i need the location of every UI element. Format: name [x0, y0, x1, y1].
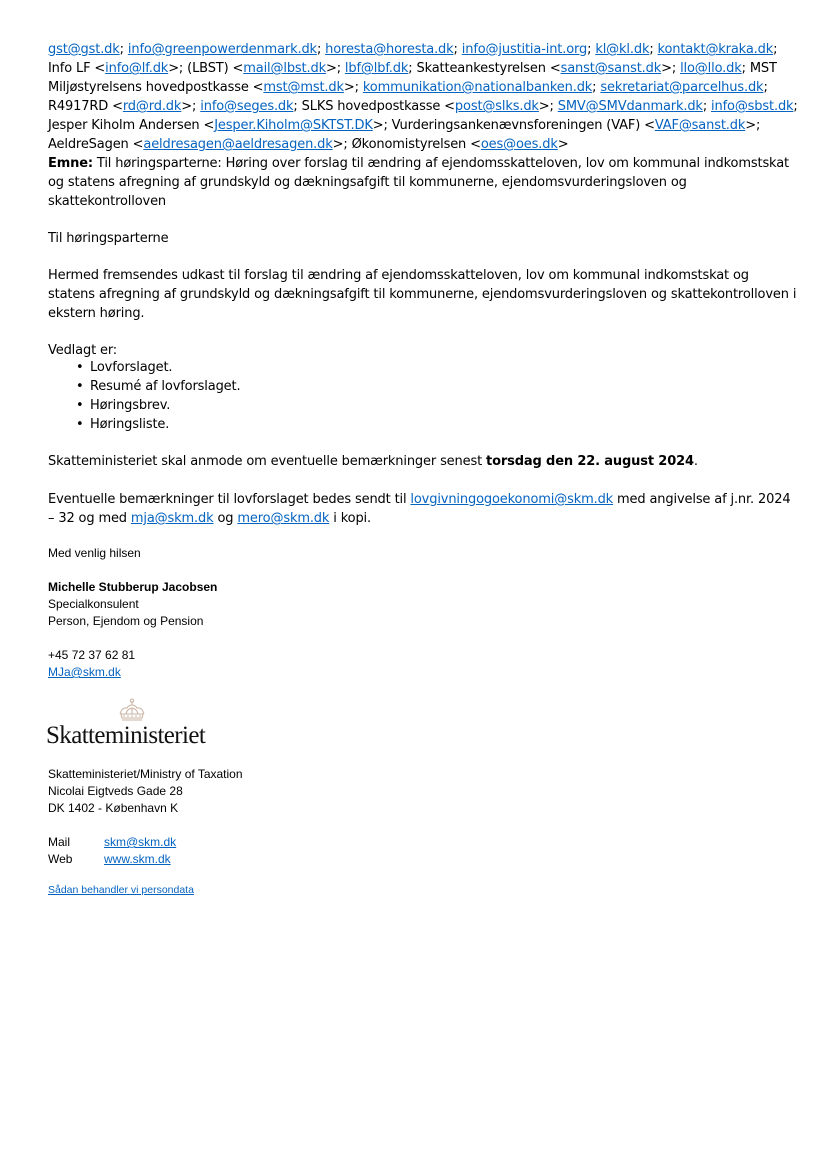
recipient-email-link[interactable]: aeldresagen@aeldresagen.dk [143, 137, 333, 152]
signer-email[interactable]: MJa@skm.dk [48, 665, 121, 679]
recipients-line-3 [48, 78, 768, 97]
org-mail-link[interactable]: skm@skm.dk [104, 835, 177, 849]
ministry-logo-text: Skatteministeriet [46, 722, 206, 749]
recipient-text: >; (LBST) < [168, 61, 244, 76]
closing: Med venlig hilsen [48, 546, 141, 560]
recipient-text: R4917RD < [48, 99, 123, 114]
recipient-text: ; SLKS hovedpostkasse < [293, 99, 455, 114]
recipient-text: >; [745, 118, 761, 133]
recipients-line-1 [48, 40, 777, 59]
signer-email-link[interactable] [48, 664, 121, 681]
attachment-item: • Høringsbrev. [76, 396, 240, 415]
recipient-email-link[interactable]: rd@rd.dk [122, 99, 182, 114]
org-street: Nicolai Eigtveds Gade 28 [48, 784, 183, 798]
web-label: Web [48, 852, 73, 866]
separator: ; [649, 42, 658, 57]
send-text: – 32 og med [48, 511, 131, 526]
recipients-line-2 [48, 59, 777, 78]
recipient-email-link[interactable]: lbf@lbf.dk [344, 61, 409, 76]
send-text: i kopi. [329, 511, 371, 526]
send-text: med angivelse af j.nr. 2024 [613, 492, 791, 507]
recipient-text: >; [181, 99, 201, 114]
recipient-text: >; [343, 80, 363, 95]
recipient-email-link[interactable]: sekretariat@parcelhus.dk [600, 80, 764, 95]
deadline-line [48, 452, 698, 471]
intro-line-2: statens afregning af grundskyld og dækningsafgift til kommunerne, ejendomsvurderingsloven og skattekontrolloven i [48, 287, 797, 302]
attachments-label: Vedlagt er: [48, 343, 118, 358]
signer-phone: +45 72 37 62 81 [48, 648, 136, 662]
recipient-text: Jesper Kiholm Andersen < [48, 118, 215, 133]
copy-email-link[interactable]: mero@skm.dk [237, 511, 330, 526]
recipient-email-link[interactable]: info@seges.dk [200, 99, 294, 114]
separator: ; [453, 42, 462, 57]
recipient-email-link[interactable]: horesta@horesta.dk [325, 42, 454, 57]
attachment-item: • Resumé af lovforslaget. [76, 377, 240, 396]
send-email-link[interactable]: lovgivningogoekonomi@skm.dk [410, 492, 614, 507]
recipient-text: AeldreSagen < [48, 137, 144, 152]
recipient-text: >; [325, 61, 345, 76]
recipient-text: >; Vurderingsankenævnsforeningen (VAF) < [372, 118, 655, 133]
intro-line-1: Hermed fremsendes udkast til forslag til ændring af ejendomsskatteloven, lov om kommunal indkomstskat og [48, 268, 749, 283]
recipient-text: ; Skatteankestyrelsen < [408, 61, 561, 76]
deadline-end: . [693, 454, 698, 469]
recipient-email-link[interactable]: kl@kl.dk [595, 42, 650, 57]
send-text: og [213, 511, 238, 526]
separator: ; [587, 42, 596, 57]
recipient-email-link[interactable]: VAF@sanst.dk [654, 118, 746, 133]
recipient-text: Miljøstyrelsens hovedpostkasse < [48, 80, 264, 95]
recipients-line-6 [48, 135, 569, 154]
recipient-email-link[interactable]: SMV@SMVdanmark.dk [557, 99, 703, 114]
recipient-email-link[interactable]: mst@mst.dk [263, 80, 344, 95]
recipient-text: ; [793, 99, 798, 114]
recipient-text: ; [763, 80, 768, 95]
separator: ; [316, 42, 326, 57]
recipients-line-4 [48, 97, 798, 116]
recipient-text: >; [661, 61, 681, 76]
signer-name: Michelle Stubberup Jacobsen [48, 580, 218, 594]
recipient-email-link[interactable]: gst@gst.dk [48, 42, 120, 57]
org-web-link[interactable]: www.skm.dk [104, 852, 171, 866]
separator: ; [119, 42, 128, 57]
org-name: Skatteministeriet/Ministry of Taxation [48, 767, 243, 781]
recipient-email-link[interactable]: Jesper.Kiholm@SKTST.DK [214, 118, 373, 133]
subject-text: Til høringsparterne: Høring over forslag til ændring af ejendomsskatteloven, lov om kommunal indkomstskat [92, 156, 789, 171]
attachment-item: • Lovforslaget. [76, 358, 240, 377]
recipients-line-5 [48, 116, 760, 135]
send-text: Eventuelle bemærkninger til lovforslaget bedes sendt til [48, 492, 411, 507]
recipient-email-link[interactable]: info@greenpowerdenmark.dk [127, 42, 317, 57]
attachments-list [76, 358, 240, 434]
recipient-email-link[interactable]: oes@oes.dk [480, 137, 558, 152]
send-line-2 [48, 509, 371, 528]
signer-title: Specialkonsulent [48, 597, 139, 611]
subject-line-2: og statens afregning af grundskyld og dækningsafgift til kommunerne, ejendomsvurderingsloven og [48, 175, 687, 190]
intro-line-3: ekstern høring. [48, 306, 145, 321]
recipient-text: Info LF < [48, 61, 106, 76]
greeting: Til høringsparterne [48, 231, 169, 246]
recipient-email-link[interactable]: info@sbst.dk [711, 99, 794, 114]
recipient-text: ; [702, 99, 712, 114]
attachment-item: • Høringsliste. [76, 415, 240, 434]
subject-label: Emne: [48, 156, 93, 171]
deadline-text: Skatteministeriet skal anmode om eventuelle bemærkninger senest [48, 454, 487, 469]
separator: ; [773, 42, 778, 57]
recipient-text: >; [538, 99, 558, 114]
recipient-email-link[interactable]: info@justitia-int.org [461, 42, 588, 57]
recipient-text: ; MST [741, 61, 777, 76]
recipient-email-link[interactable]: kommunikation@nationalbanken.dk [362, 80, 593, 95]
recipient-text: ; [592, 80, 601, 95]
crown-icon [116, 698, 148, 724]
recipient-email-link[interactable]: llo@llo.dk [680, 61, 742, 76]
subject-line-1 [48, 154, 789, 173]
mail-label: Mail [48, 835, 71, 849]
recipient-text: >; Økonomistyrelsen < [332, 137, 481, 152]
recipient-email-link[interactable]: sanst@sanst.dk [560, 61, 662, 76]
recipient-email-link[interactable]: post@slks.dk [454, 99, 539, 114]
recipient-text: > [557, 137, 569, 152]
recipient-email-link[interactable]: kontakt@kraka.dk [657, 42, 774, 57]
deadline-date: torsdag den 22. august 2024 [486, 454, 694, 469]
org-city: DK 1402 - København K [48, 801, 179, 815]
subject-line-3: skattekontrolloven [48, 194, 167, 209]
recipient-email-link[interactable]: mail@lbst.dk [243, 61, 326, 76]
privacy-link[interactable]: Sådan behandler vi persondata [48, 884, 194, 896]
recipient-email-link[interactable]: info@lf.dk [105, 61, 169, 76]
send-line-1 [48, 490, 790, 509]
copy-email-link[interactable]: mja@skm.dk [130, 511, 214, 526]
signer-department: Person, Ejendom og Pension [48, 614, 204, 628]
